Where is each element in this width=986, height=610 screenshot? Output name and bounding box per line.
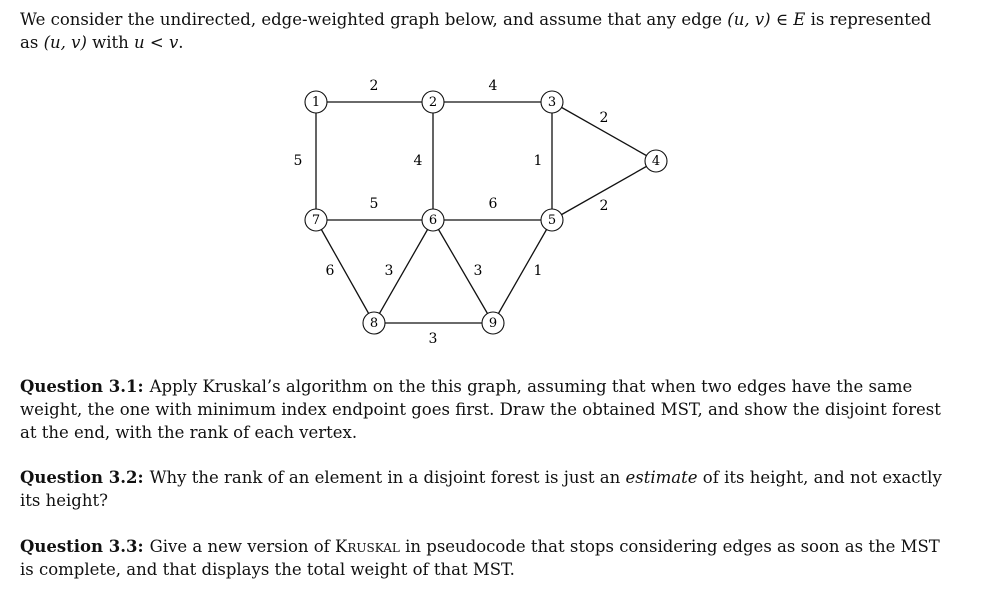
intro-text-1: We consider the undirected, edge-weighted graph below, and assume that any edge — [20, 10, 728, 29]
edge-weight-7-8: 6 — [325, 263, 335, 279]
edge-5-9 — [493, 220, 552, 323]
question-3-1-text: Apply Kruskal’s algorithm on the this graph, assuming that when two edges have the same weight, the one with minimum index endpoint goes first. Draw the obtained MST, and show the disjoint forest at the end, with the rank of each vertex. — [20, 377, 941, 442]
node-4 — [645, 150, 667, 172]
node-1 — [305, 91, 327, 113]
edge-6-9 — [433, 220, 493, 323]
question-3-3 — [20, 535, 945, 581]
edge-weight-3-4: 2 — [599, 110, 609, 126]
intro-text-4: . — [178, 33, 184, 52]
intro-math-edge-set: (u, v) ∈ E — [727, 10, 806, 29]
node-label-3: 3 — [547, 95, 557, 110]
edge-weight-1-2: 2 — [369, 78, 379, 94]
edge-weight-6-9: 3 — [473, 263, 483, 279]
node-8 — [363, 312, 385, 334]
node-7 — [305, 209, 327, 231]
node-3 — [541, 91, 563, 113]
edge-weight-6-7: 5 — [369, 196, 379, 212]
question-3-3-text-1: Give a new version of — [149, 537, 336, 556]
node-2 — [422, 91, 444, 113]
edge-6-8 — [374, 220, 433, 323]
node-label-4: 4 — [651, 154, 661, 169]
node-9 — [482, 312, 504, 334]
intro-text-2: is represented as — [20, 10, 932, 52]
question-3-2-emphasis: estimate — [625, 468, 698, 487]
intro-math-pair: (u, v) — [43, 33, 87, 52]
edge-weight-5-9: 1 — [533, 263, 543, 279]
question-3-2 — [20, 466, 945, 512]
node-label-2: 2 — [428, 95, 438, 110]
graph-edge-weights — [294, 78, 609, 347]
question-3-2-text-1: Why the rank of an element in a disjoint forest is just an — [149, 468, 626, 487]
question-3-3-kruskal: Kruskal — [335, 537, 400, 556]
node-label-6: 6 — [428, 213, 438, 228]
node-5 — [541, 209, 563, 231]
edge-weight-2-3: 4 — [488, 78, 498, 94]
edge-weight-4-5: 2 — [599, 198, 609, 214]
node-label-5: 5 — [547, 213, 557, 228]
edge-weight-1-7: 5 — [293, 153, 303, 169]
edge-weight-2-6: 4 — [413, 153, 423, 169]
question-3-3-label: Question 3.3: — [20, 537, 144, 556]
question-3-1 — [20, 375, 945, 444]
node-label-8: 8 — [369, 316, 379, 331]
intro-math-order: u < v — [134, 33, 179, 52]
edge-weight-8-9: 3 — [428, 331, 438, 347]
question-3-3-text-2: in pseudocode that stops considering edges as soon as the MST is complete, and that displays the total weight of that MST. — [20, 537, 940, 579]
question-3-1-label: Question 3.1: — [20, 377, 144, 396]
edge-weight-5-6: 6 — [488, 196, 498, 212]
question-3-2-label: Question 3.2: — [20, 468, 144, 487]
intro-text-3: with — [86, 33, 135, 52]
edge-weight-3-5: 1 — [533, 153, 543, 169]
node-label-7: 7 — [311, 213, 321, 228]
question-3-2-text-2: of its height, and not exactly its height? — [20, 468, 942, 510]
node-label-1: 1 — [311, 95, 321, 110]
node-6 — [422, 209, 444, 231]
edge-weight-6-8: 3 — [384, 263, 394, 279]
node-label-9: 9 — [488, 316, 498, 331]
